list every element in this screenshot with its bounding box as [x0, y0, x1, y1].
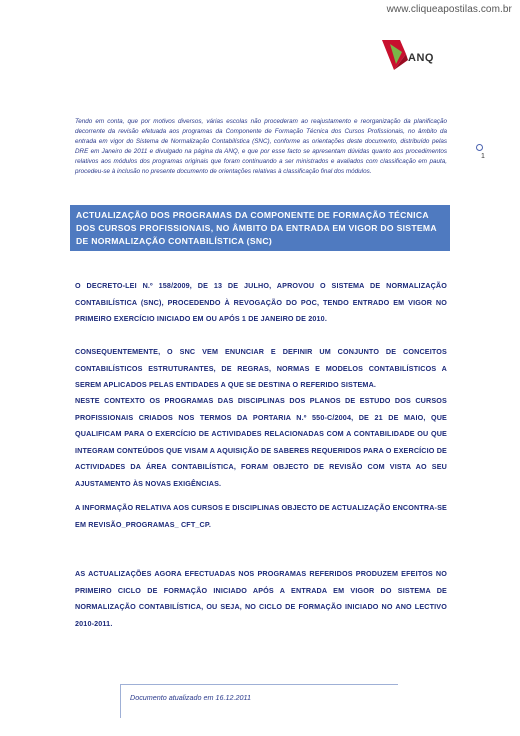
- section-title-line: ACTUALIZAÇÃO DOS PROGRAMAS DA COMPONENTE DE FORMAÇÃO TÉCNICA: [76, 210, 429, 220]
- paragraph-decree: O DECRETO-LEI N.º 158/2009, DE 13 DE JULHO, APROVOU O SISTEMA DE NORMALIZAÇÃO CONTABILÍSTICA (SNC), PROCEDENDO À REVOGAÇÃO DO POC, TENDO ENTRADO EM VIGOR NO PRIMEIRO EXERCÍCIO INICIADO EM OU APÓS 1 DE JANEIRO DE 2010.: [75, 281, 447, 324]
- paragraph-snc: CONSEQUENTEMENTE, O SNC VEM ENUNCIAR E DEFINIR UM CONJUNTO DE CONCEITOS CONTABILÍSTICOS ESTRUTURANTES, DE REGRAS, NORMAS E MODELOS CONTABILÍSTICOS A SEREM APLICADOS PELAS ENTIDADES A QUE SE DESTINA O REFERIDO SISTEMA.: [75, 347, 447, 390]
- section-title-banner: [70, 205, 450, 251]
- footer-update-date: Documento atualizado em 16.12.2011: [130, 693, 251, 702]
- section-title-line: DOS CURSOS PROFISSIONAIS, NO ÂMBITO DA ENTRADA EM VIGOR DO SISTEMA: [76, 223, 437, 233]
- paragraph-context: NESTE CONTEXTO OS PROGRAMAS DAS DISCIPLINAS DOS PLANOS DE ESTUDO DOS CURSOS PROFISSIONAIS CRIADOS NOS TERMOS DA PORTARIA N.º 550-C/2004, DE 21 DE MAIO, QUE QUALIFICAM PARA O EXERCÍCIO DE ACTIVIDADES RELACIONADAS COM A CONTABILIDADE OU QUE INTEGRAM CONTEÚDOS QUE VISAM A AQUISIÇÃO DE SABERES REQUERIDOS PARA O EXERCÍCIO DE ACTIVIDADES DA ÁREA CONTABILÍSTICA, FORAM OBJECTO DE REVISÃO COM VISTA AO SEU AJUSTAMENTO ÀS NOVAS EXIGÊNCIAS.: [75, 396, 447, 488]
- logo-text: ANQ: [408, 52, 434, 64]
- paragraph-information: A INFORMAÇÃO RELATIVA AOS CURSOS E DISCIPLINAS OBJECTO DE ACTUALIZAÇÃO ENCONTRA-SE EM REVISÃO_PROGRAMAS_ CFT_CP.: [75, 503, 447, 529]
- page-number: 1: [481, 153, 485, 160]
- page-marker: [473, 141, 493, 167]
- site-url[interactable]: www.cliqueapostilas.com.br: [386, 4, 512, 15]
- footer-frame-line: [120, 684, 121, 718]
- intro-paragraph: Tendo em conta, que por motivos diversos, várias escolas não procederam ao reajustamento e reorganização da planificação decorrente da revisão efetuada aos programas da Componente de Formação Técnica dos Cursos Profissionais, no âmbito da entrada em vigor do Sistema de Normalização Contabilística (SNC), conforme as orientações deste documento, distribuído pelas DRE em Janeiro de 2011 e divulgado na página da ANQ, e que por esse facto se apresentam dúvidas quanto aos procedimentos relativos aos módulos dos programas originais que foram continuando a ser ministrados e avaliados com classificação em pauta, procedeu-se à inclusão no presente documento de orientações relativas à classificação final dos módulos.: [75, 118, 447, 176]
- footer-divider: [120, 684, 398, 685]
- paragraph-updates: AS ACTUALIZAÇÕES AGORA EFECTUADAS NOS PROGRAMAS REFERIDOS PRODUZEM EFEITOS NO PRIMEIRO CICLO DE FORMAÇÃO INICIADO APÓS A ENTRADA EM VIGOR DO SISTEMA DE NORMALIZAÇÃO CONTABILÍSTICA, OU SEJA, NO CICLO DE FORMAÇÃO INICIADO NO ANO LECTIVO 2010-2011.: [75, 569, 447, 628]
- section-title-line: DE NORMALIZAÇÃO CONTABILÍSTICA (SNC): [76, 236, 273, 246]
- page-dot-icon: [476, 144, 483, 151]
